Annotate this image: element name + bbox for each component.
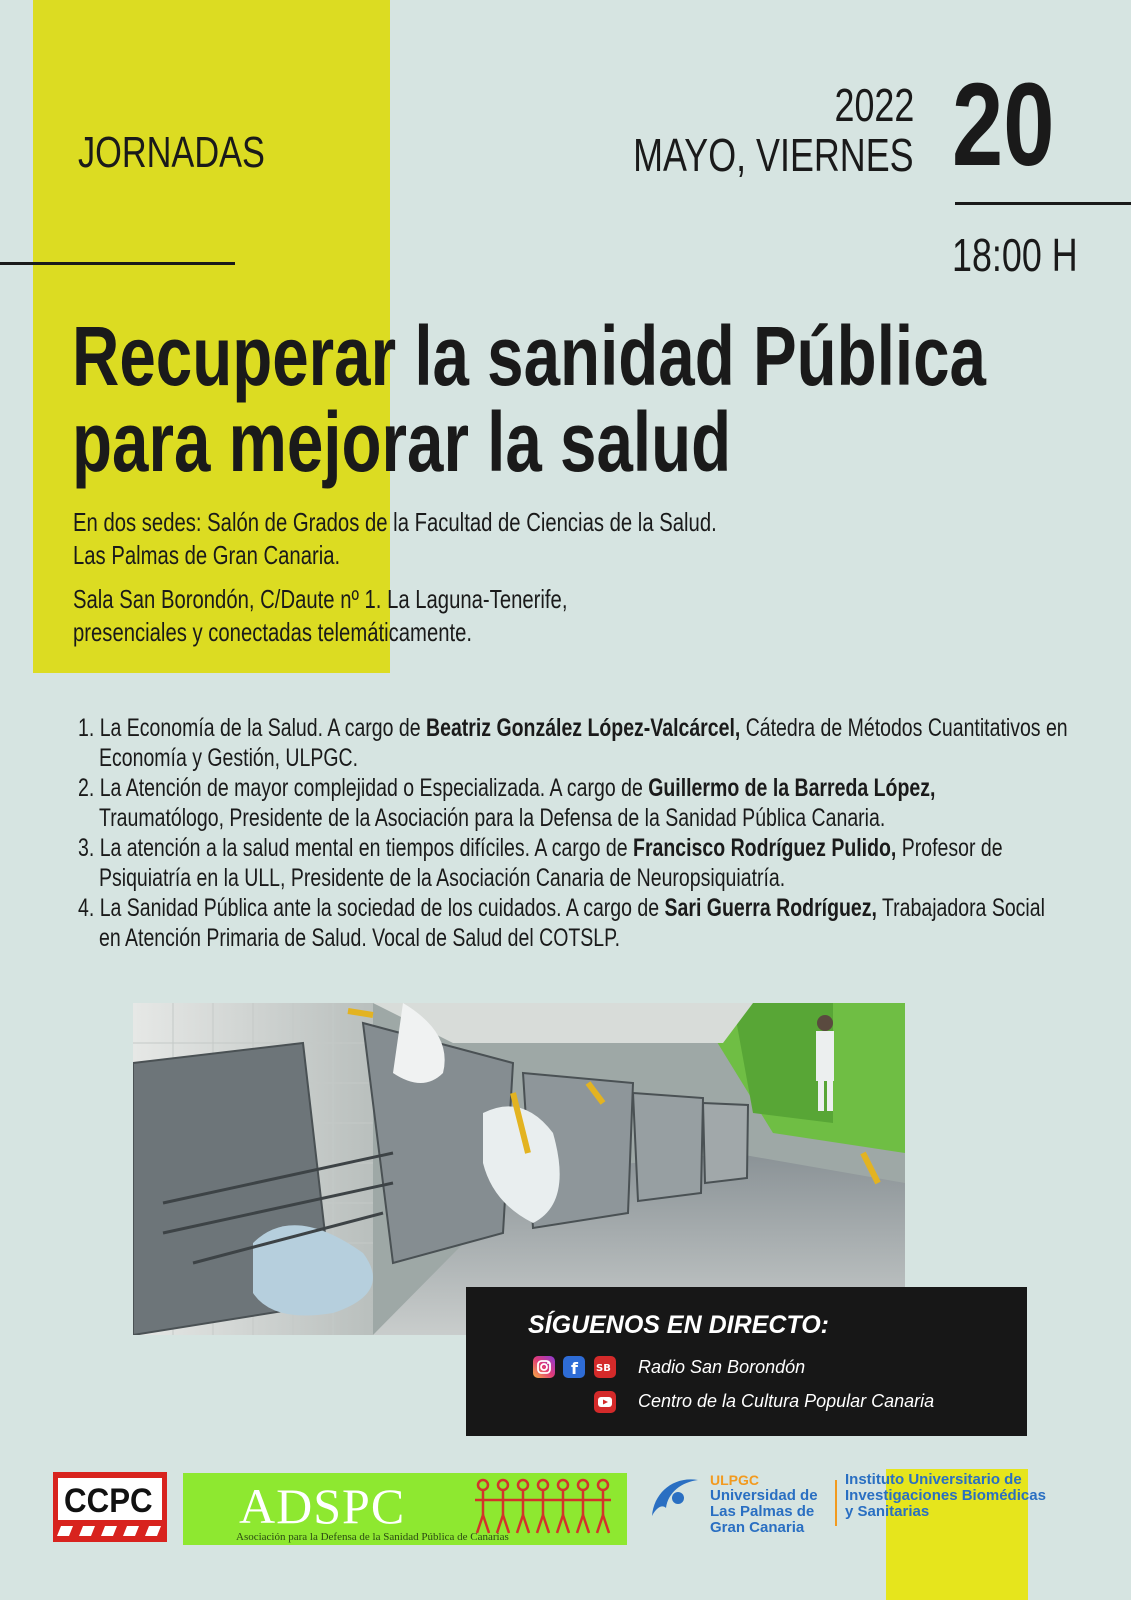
logo-divider bbox=[835, 1480, 837, 1526]
ccpc-logo bbox=[53, 1472, 167, 1542]
ulpgc-name: Universidad de Las Palmas de Gran Canaria bbox=[710, 1487, 818, 1536]
agenda-item-cont: Traumatólogo, Presidente de la Asociación para la Defensa de la Sanidad Pública Canaria. bbox=[99, 804, 886, 832]
sb-icon[interactable] bbox=[594, 1356, 616, 1378]
live-stream-box bbox=[466, 1287, 1027, 1436]
agenda-item-cont: Economía y Gestión, ULPGC. bbox=[99, 744, 359, 772]
live-title: SÍGUENOS EN DIRECTO: bbox=[528, 1311, 829, 1339]
youtube-label: Centro de la Cultura Popular Canaria bbox=[638, 1391, 935, 1411]
facebook-icon[interactable] bbox=[563, 1356, 585, 1378]
page-title-line1: Recuperar la sanidad Pública bbox=[72, 309, 986, 403]
radio-label: Radio San Borondón bbox=[638, 1357, 806, 1377]
venue-line: Las Palmas de Gran Canaria. bbox=[73, 540, 341, 570]
divider-left bbox=[0, 262, 235, 265]
ulpgc-logo bbox=[648, 1472, 1068, 1552]
adspc-logo bbox=[183, 1473, 627, 1545]
svg-text:SB: SB bbox=[596, 1363, 611, 1374]
hospital-corridor-photo bbox=[133, 1003, 905, 1335]
svg-text:f: f bbox=[571, 1359, 578, 1378]
adspc-subtitle: Asociación para la Defensa de la Sanidad Pública de Canarias bbox=[236, 1531, 509, 1543]
agenda-item-cont: Psiquiatría en la ULL, Presidente de la Asociación Canaria de Neuropsiquiatría. bbox=[99, 864, 786, 892]
kicker-label: JORNADAS bbox=[78, 128, 265, 177]
event-day: 20 bbox=[952, 59, 1055, 191]
venue-line: Sala San Borondón, C/Daute nº 1. La Laguna-Tenerife, bbox=[73, 584, 568, 614]
people-chain-icon bbox=[473, 1475, 613, 1541]
ulpgc-emblem-icon bbox=[648, 1474, 704, 1520]
event-year: 2022 bbox=[834, 79, 914, 131]
agenda-item: 2. La Atención de mayor complejidad o Especializada. A cargo de Guillermo de la Barreda López, bbox=[78, 774, 936, 802]
page-title-line2: para mejorar la salud bbox=[72, 395, 732, 489]
agenda-item: 3. La atención a la salud mental en tiempos difíciles. A cargo de Francisco Rodríguez Pulido, Profesor de bbox=[78, 834, 1003, 862]
instagram-icon[interactable] bbox=[533, 1356, 555, 1378]
adspc-wordmark: ADSPC bbox=[239, 1478, 406, 1534]
event-time: 18:00 H bbox=[952, 229, 1078, 281]
event-month-weekday: MAYO, VIERNES bbox=[633, 129, 914, 181]
agenda-item-cont: en Atención Primaria de Salud. Vocal de Salud del COTSLP. bbox=[99, 924, 621, 952]
youtube-icon[interactable] bbox=[594, 1391, 616, 1413]
agenda-item: 4. La Sanidad Pública ante la sociedad de los cuidados. A cargo de Sari Guerra Rodríguez, Trabajadora Social bbox=[78, 894, 1045, 922]
venue-line: presenciales y conectadas telemáticamente. bbox=[73, 617, 473, 647]
agenda-item: 1. La Economía de la Salud. A cargo de Beatriz González López-Valcárcel, Cátedra de Métodos Cuantitativos en bbox=[78, 714, 1068, 742]
divider-right bbox=[955, 202, 1131, 205]
institute-name: Instituto Universitario de Investigaciones Biomédicas y Sanitarias bbox=[845, 1471, 1046, 1520]
venue-line: En dos sedes: Salón de Grados de la Facultad de Ciencias de la Salud. bbox=[73, 507, 717, 537]
ulpgc-acronym: ULPGC bbox=[710, 1472, 759, 1488]
svg-text:CCPC: CCPC bbox=[64, 1480, 153, 1520]
